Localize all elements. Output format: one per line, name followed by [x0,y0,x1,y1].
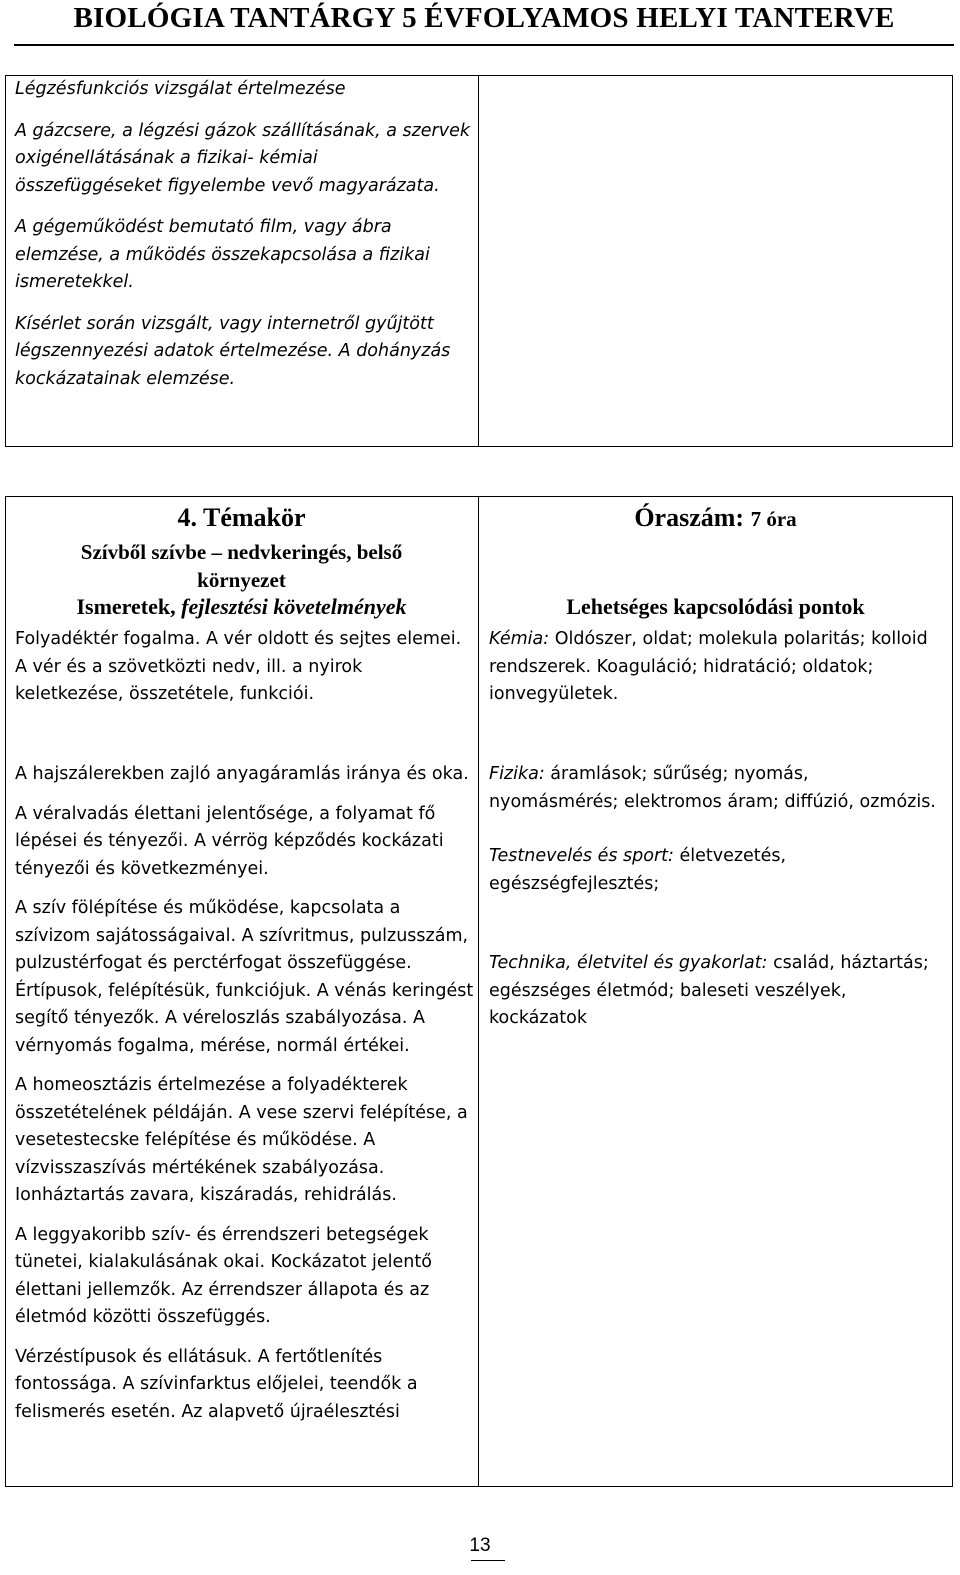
hours-value: 7 óra [750,507,797,531]
subject-label: Technika, életvitel és gyakorlat: [489,953,768,973]
page-number: 13 [469,1535,491,1556]
knowledge-cell-2 [15,761,477,1426]
paragraph [489,761,939,816]
header-divider [14,44,954,46]
paragraph [489,950,939,1033]
topic-title: Szívből szívbe – nedvkeringés, belső környezet [80,540,403,592]
knowledge-cell-1 [15,626,470,709]
left-column-header [5,594,478,620]
paragraph: A homeosztázis értelmezése a folyadékterek összetételének példáján. A vese szervi felépítése, a vesetestecske felépítése és működése. A vízvisszaszívás mértékének szabályozása. Ionháztartás zavara, kiszáradás, rehidrálás. [15,1075,468,1205]
document-header: BIOLÓGIA TANTÁRGY 5 ÉVFOLYAMOS HELYI TANTERVE [73,2,895,34]
paragraph: Vérzéstípusok és ellátásuk. A fertőtlenítés fontossága. A szívinfarktus előjelei, teendők a felismerés esetén. Az alapvető újraélesztési [15,1346,418,1422]
paragraph: A gégeműködést bemutató film, vagy ábra elemzése, a működés összekapcsolása a fizikai ismeretekkel. [15,217,430,292]
left-header-italic: fejlesztési követelmények [181,594,407,619]
top-table-left-cell [15,76,470,393]
subject-text: áramlások; sűrűség; nyomás, nyomásmérés; elektromos áram; diffúzió, ozmózis. [489,764,936,812]
top-table-divider [478,75,479,447]
paragraph [489,626,944,709]
subject-label: Testnevelés és sport: [489,846,674,866]
paragraph: A hajszálerekben zajló anyagáramlás iránya és oka. [15,764,469,784]
page-number-underline [471,1560,505,1561]
right-column-header: Lehetséges kapcsolódási pontok [566,594,865,619]
connection-cell-1 [489,626,944,709]
topic-hours [478,503,953,533]
subject-label: Kémia: [489,629,550,649]
connection-cell-2 [489,761,939,1033]
paragraph [489,843,939,898]
subject-text: Oldószer, oldat; molekula polaritás; kolloid rendszerek. Koaguláció; hidratáció; oldatok; ionvegyületek. [489,629,928,704]
paragraph: Kísérlet során vizsgált, vagy internetről gyűjtött légszennyezési adatok értelmezése. A dohányzás kockázatainak elemzése. [15,313,451,389]
hours-label: Óraszám: [634,503,745,532]
left-header-main: Ismeretek, [76,594,182,619]
subject-label: Fizika: [489,764,545,784]
subject-text: család, háztartás; egészséges életmód; baleseti veszélyek, kockázatok [489,953,929,1028]
paragraph: A leggyakoribb szív- és érrendszeri betegségek tünetei, kialakulásának okai. Kockázatot jelentő élettani jellemzők. Az érrendszer állapota és az életmód közötti összefüggés. [15,1224,432,1327]
paragraph: Folyadéktér fogalma. A vér oldott és sejtes elemei. A vér és a szövetközti nedv, ill. a nyirok keletkezése, összetétele, funkciói. [15,629,462,704]
topic-number: 4. Témakör [177,503,306,532]
paragraph: A szív fölépítése és működése, kapcsolata a szívizom sajátosságaival. A szívritmus, pulzusszám, pulzustérfogat és perctérfogat összefüggése. Értípusok, felépítésük, funkciójuk. A vénás keringést segítő tényezők. A véreloszlás szabályozása. A vérnyomás fogalma, mérése, normál értékei. [15,898,474,1056]
paragraph: A gázcsere, a légzési gázok szállításának, a szervek oxigénellátásának a fizikai- kémiai összefüggéseket figyelembe vevő magyarázata. [15,120,471,196]
subject-text: életvezetés, egészségfejlesztés; [489,846,787,894]
topic-table-divider [478,496,479,1487]
paragraph: Légzésfunkciós vizsgálat értelmezése [15,79,346,99]
paragraph: A véralvadás élettani jelentősége, a folyamat fő lépései és tényezői. A vérrög képződés kockázati tényezői és következményei. [15,803,444,879]
